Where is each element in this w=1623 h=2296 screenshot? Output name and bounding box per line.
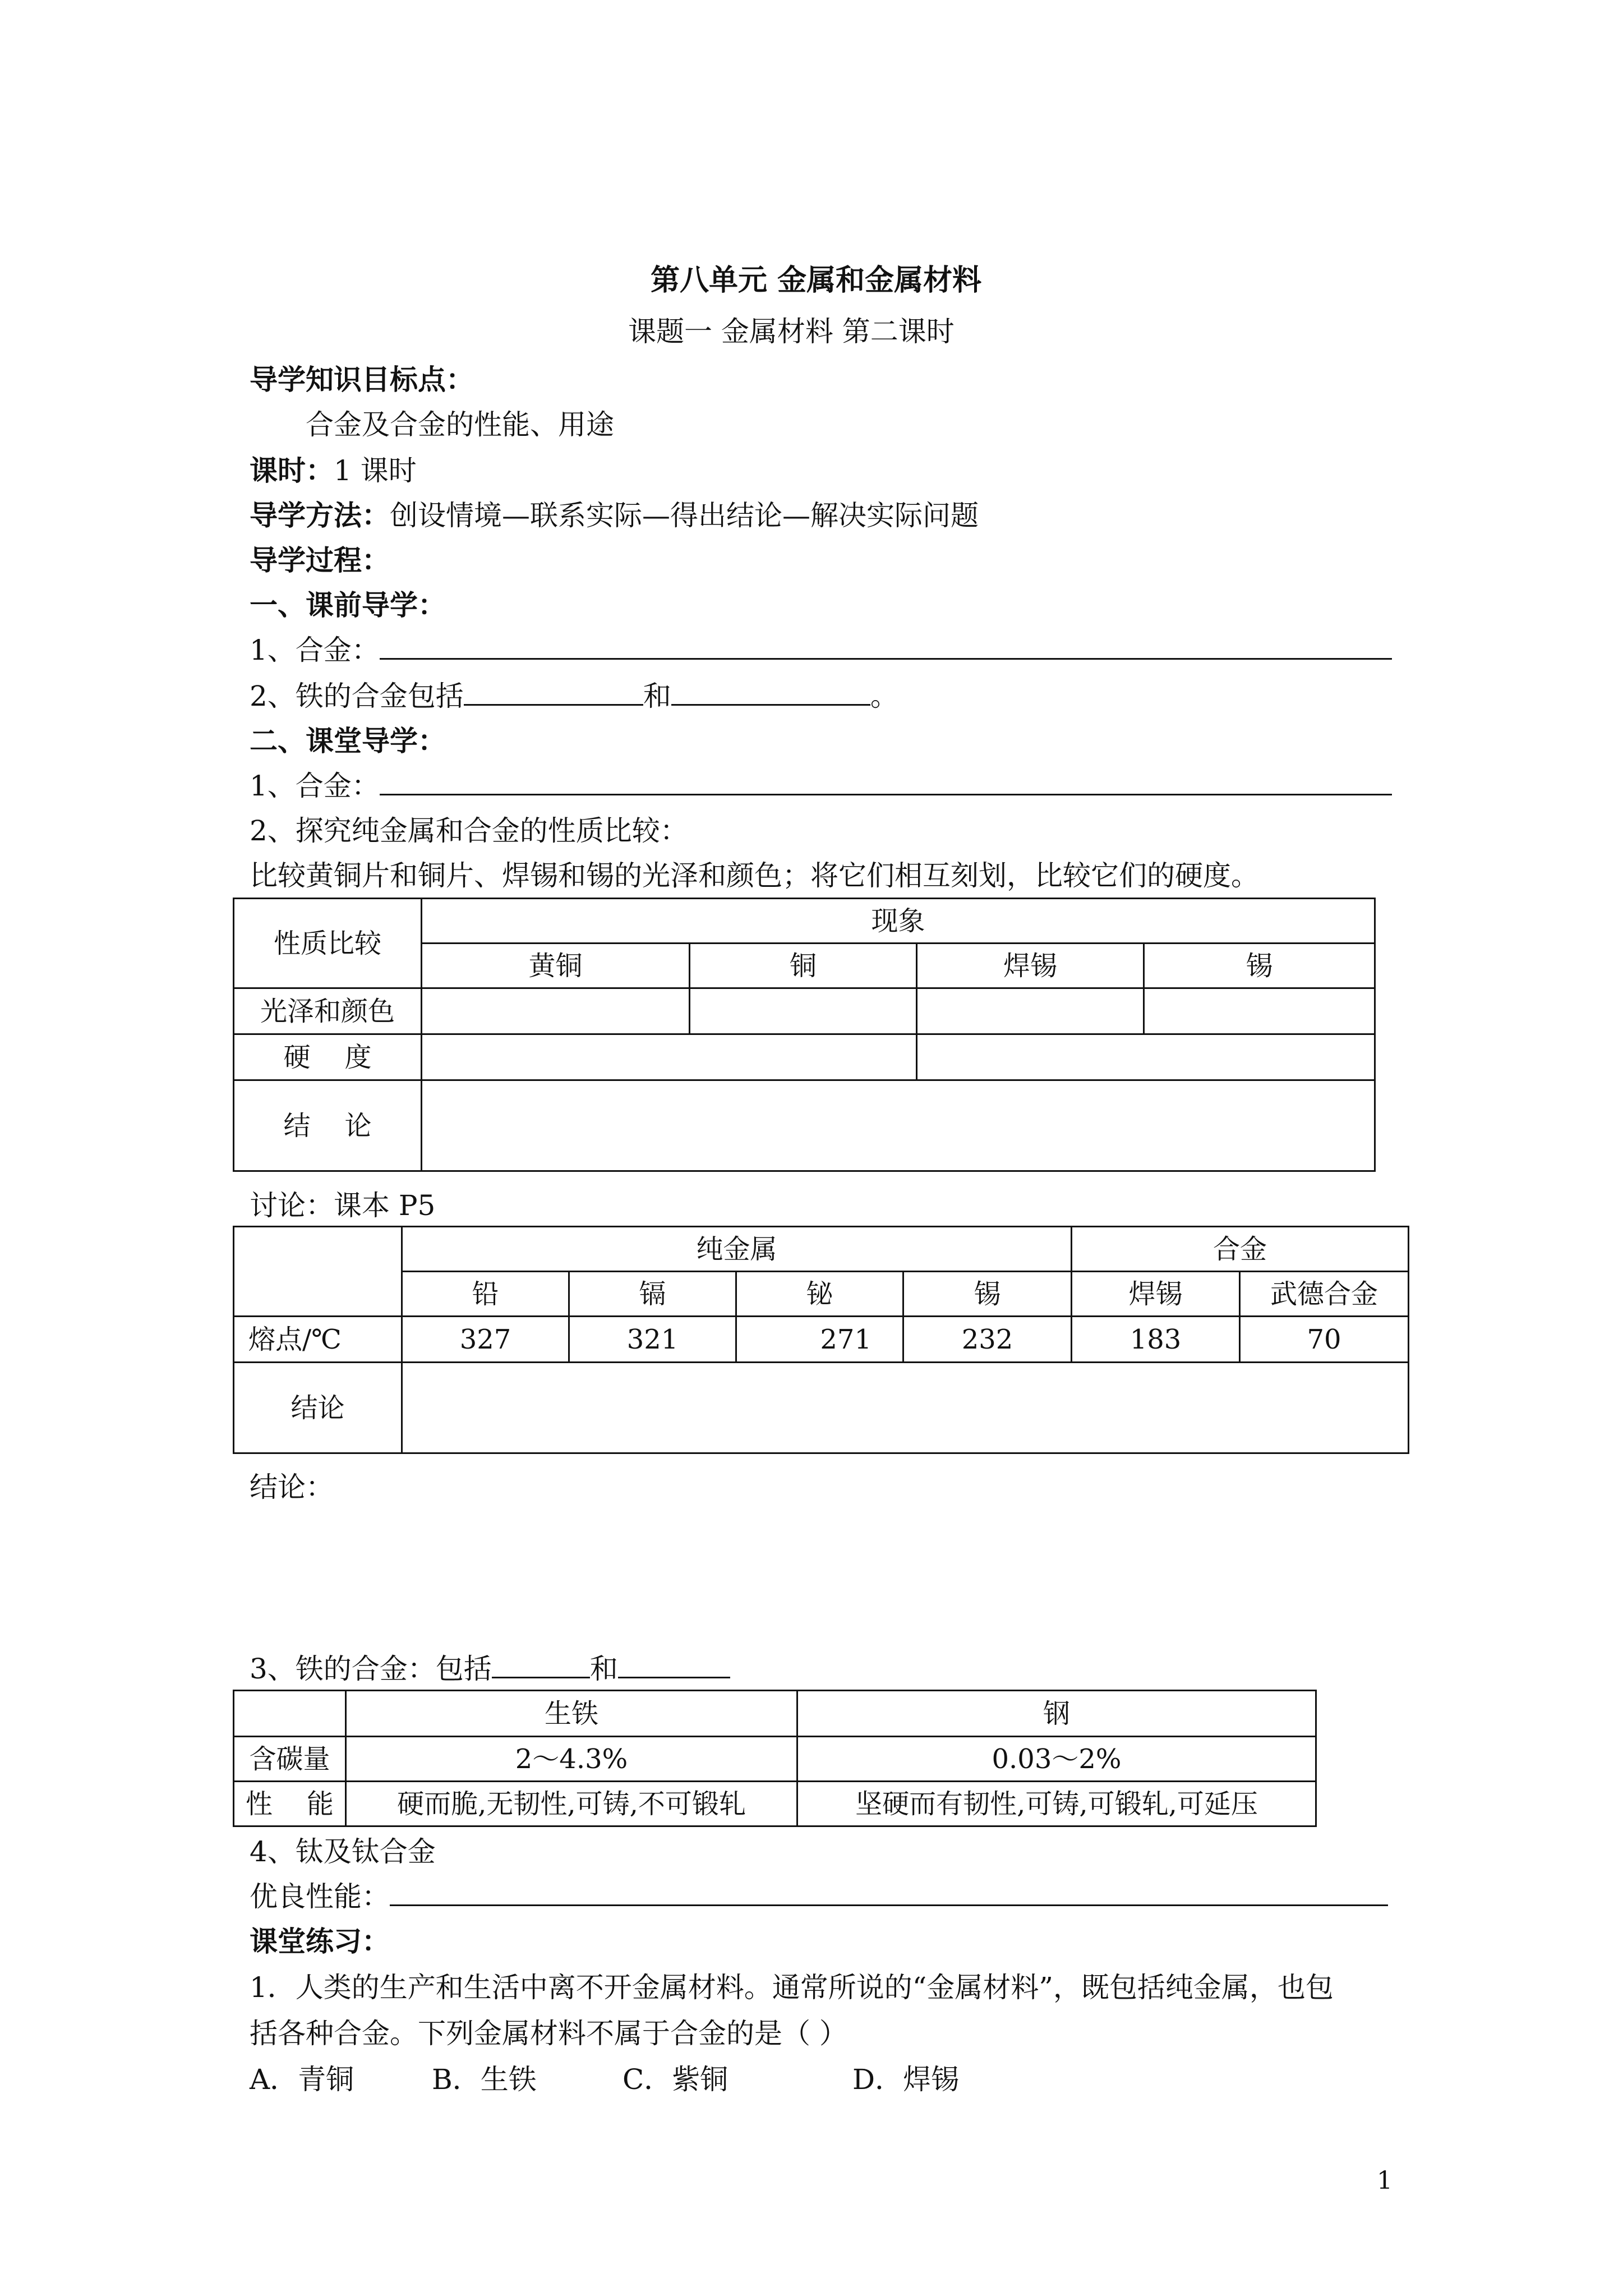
objectives-label: 导学知识目标点：	[250, 364, 474, 396]
period-label: 课时：	[250, 454, 334, 487]
titanium-prop-label: 优良性能：	[250, 1880, 390, 1913]
blank-line[interactable]	[390, 1880, 1388, 1906]
iron-alloy-line	[250, 1651, 730, 1687]
table2-value: 70	[1240, 1317, 1409, 1363]
exercise-q1-line2: 括各种合金。下列金属材料不属于合金的是（ ）	[250, 2017, 847, 2050]
table3-value: 硬而脆,无韧性,可铸,不可锻轧	[346, 1782, 797, 1826]
blank-line[interactable]	[671, 679, 870, 706]
table2-group-pure: 纯金属	[402, 1227, 1072, 1272]
pre-class-q2	[250, 679, 898, 714]
table2-col-header: 武德合金	[1240, 1272, 1409, 1317]
table1-cell[interactable]	[917, 988, 1144, 1034]
table1-col-header: 铜	[690, 944, 917, 988]
table1-corner: 性质比较	[234, 899, 422, 988]
table3-corner	[234, 1691, 346, 1737]
page-number: 1	[1377, 2166, 1393, 2195]
exercise-option-d[interactable]: D．焊锡	[852, 2063, 960, 2096]
table1-row-label: 光泽和颜色	[234, 988, 422, 1034]
exercise-option-c[interactable]: C．紫铜	[623, 2063, 728, 2096]
table2-col-header: 镉	[569, 1272, 736, 1317]
discussion-label: 讨论：课本 P5	[250, 1189, 436, 1222]
table3-row-label: 含碳量	[234, 1737, 346, 1782]
in-class-q2: 2、探究纯金属和合金的性质比较：	[250, 815, 688, 847]
iron-alloy-mid: 和	[589, 1653, 618, 1685]
period-value: 1 课时	[334, 454, 417, 487]
table1-phenomenon-header: 现象	[422, 899, 1375, 944]
exercise-option-a[interactable]: A．青铜	[250, 2063, 354, 2096]
table3-value: 坚硬而有韧性,可铸,可锻轧,可延压	[797, 1782, 1316, 1826]
blank-line[interactable]	[492, 1652, 590, 1678]
in-class-q1-label: 1、合金：	[250, 770, 380, 802]
exercise-option-b[interactable]: B．生铁	[432, 2063, 537, 2096]
method-label: 导学方法：	[250, 499, 390, 532]
in-class-q2-desc: 比较黄铜片和铜片、焊锡和锡的光泽和颜色；将它们相互刻划，比较它们的硬度。	[250, 859, 1259, 892]
table3-row-label: 性 能	[234, 1782, 346, 1826]
table2-row-label: 熔点/℃	[234, 1317, 402, 1363]
table1-col-header: 黄铜	[422, 944, 690, 988]
table2-corner	[234, 1227, 402, 1317]
table1-cell[interactable]	[1144, 988, 1375, 1034]
iron-alloy-prefix: 3、铁的合金：包括	[250, 1653, 492, 1685]
iron-alloy-table	[233, 1690, 1317, 1827]
period-line	[250, 453, 417, 489]
table1-cell[interactable]	[917, 1034, 1375, 1080]
table2-value: 232	[903, 1317, 1072, 1363]
table2-col-header: 铋	[736, 1272, 903, 1317]
table2-conclusion-cell[interactable]	[402, 1363, 1409, 1453]
table2-group-alloy: 合金	[1072, 1227, 1409, 1272]
conclusion-label: 结论：	[250, 1471, 334, 1503]
table3-value: 0.03～2%	[797, 1737, 1316, 1782]
titanium-prop-line	[250, 1879, 1388, 1915]
table1-cell[interactable]	[422, 1080, 1375, 1171]
table2-value: 321	[569, 1317, 736, 1363]
exercise-heading: 课堂练习：	[250, 1925, 390, 1958]
table2-value: 327	[402, 1317, 569, 1363]
pre-class-q2-prefix: 2、铁的合金包括	[250, 680, 464, 712]
table2-value: 271	[736, 1317, 903, 1363]
table3-value: 2～4.3%	[346, 1737, 797, 1782]
method-line	[250, 498, 979, 533]
table1-row-label: 硬 度	[234, 1034, 422, 1080]
blank-line[interactable]	[464, 679, 643, 706]
table1-cell[interactable]	[422, 1034, 917, 1080]
table1-col-header: 锡	[1144, 944, 1375, 988]
table2-value: 183	[1072, 1317, 1240, 1363]
table2-col-header: 铅	[402, 1272, 569, 1317]
lesson-title: 课题一 金属材料 第二课时	[628, 315, 955, 348]
pre-class-q1-label: 1、合金：	[250, 634, 380, 666]
unit-title: 第八单元 金属和金属材料	[651, 264, 982, 297]
table3-col-header: 钢	[797, 1691, 1316, 1737]
table1-row-label: 结 论	[234, 1080, 422, 1171]
in-class-q1	[250, 769, 1392, 804]
process-label: 导学过程：	[250, 544, 390, 577]
method-value: 创设情境—联系实际—得出结论—解决实际问题	[390, 499, 979, 532]
pre-class-q2-mid: 和	[643, 680, 671, 712]
blank-line[interactable]	[380, 633, 1392, 660]
table1-cell[interactable]	[690, 988, 917, 1034]
blank-line[interactable]	[380, 769, 1392, 795]
pre-class-q2-end: 。	[870, 680, 898, 712]
table1-col-header: 焊锡	[917, 944, 1144, 988]
exercise-q1-line1: 1．人类的生产和生活中离不开金属材料。通常所说的“金属材料”，既包括纯金属，也包	[250, 1971, 1334, 2004]
table2-col-header: 焊锡	[1072, 1272, 1240, 1317]
property-comparison-table	[233, 898, 1376, 1172]
table3-col-header: 生铁	[346, 1691, 797, 1737]
table2-conclusion-label: 结论	[234, 1363, 402, 1453]
pre-class-heading: 一、课前导学：	[250, 589, 446, 622]
table1-cell[interactable]	[422, 988, 690, 1034]
melting-point-table	[233, 1226, 1409, 1454]
objectives-content: 合金及合金的性能、用途	[306, 408, 614, 441]
in-class-heading: 二、课堂导学：	[250, 725, 446, 757]
titanium-heading: 4、钛及钛合金	[250, 1835, 436, 1868]
pre-class-q1	[250, 633, 1392, 668]
table2-col-header: 锡	[903, 1272, 1072, 1317]
blank-line[interactable]	[618, 1652, 730, 1678]
